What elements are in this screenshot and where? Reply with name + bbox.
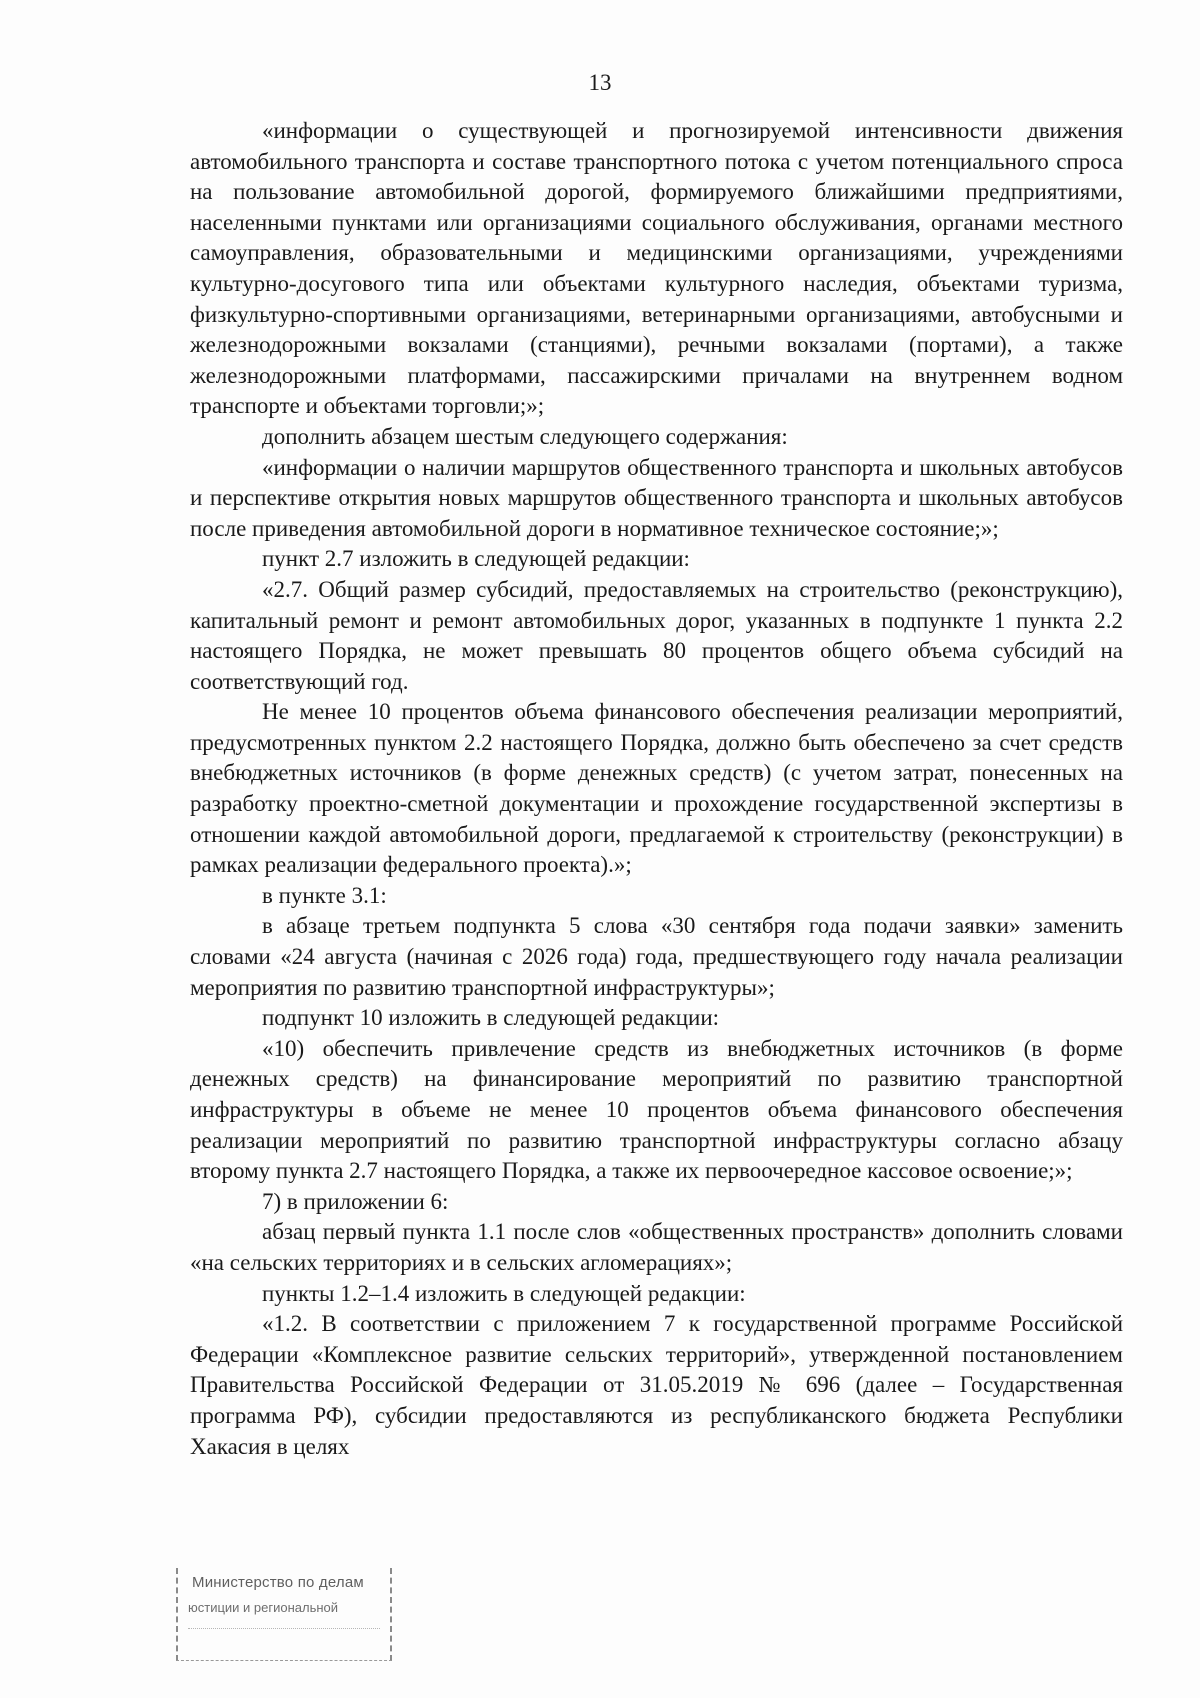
paragraph: подпункт 10 изложить в следующей редакции: [262,1005,720,1031]
paragraph: абзац первый пункта 1.1 после слов «общественных пространств» дополнить словами «на сельских территориях и в сельских агломерациях»; [190,1219,1123,1275]
registration-stamp [176,1568,392,1661]
paragraph: Не менее 10 процентов объема финансового обеспечения реализации мероприятий, предусмотренных пунктом 2.2 настоящего Порядка, должно быть обеспечено за счет средств внебюджетных источников (в форме денежных средств) (с учетом затрат, понесенных на разработку проектно-сметной документации и прохождение государственной экспертизы в отношении каждой автомобильной дороги, предлагаемой к строительству (реконструкции) в рамках реализации федерального проекта).»; [190,699,1123,878]
page-number: 13 [588,70,612,95]
paragraph: «информации о существующей и прогнозируемой интенсивности движения автомобильного транспорта и составе транспортного потока с учетом потенциального спроса на пользование автомобильной дорогой, формируемого ближайшими предприятиями, населенными пунктами или организациями социального обслуживания, органами местного самоуправления, образовательными и медицинскими организациями, учреждениями культурно-досугового типа или объектами культурного наследия, объектами туризма, физкультурно-спортивными организациями, ветеринарными организациями, автобусными и железнодорожными вокзалами (станциями), речными вокзалами (портами), а также железнодорожными платформами, пассажирскими причалами на внутреннем водном транспорте и объектами торговли;»; [190,118,1123,419]
paragraph: 7) в приложении 6: [262,1188,449,1214]
paragraph: пункты 1.2–1.4 изложить в следующей редакции: [262,1280,746,1306]
paragraph: в пункте 3.1: [262,882,387,908]
paragraph: «1.2. В соответствии с приложением 7 к государственной программе Российской Федерации «Комплексное развитие сельских территорий», утвержденной постановлением Правительства Российской Федерации от 31.05.2019 № 696 (далее – Государственная программа РФ), субсидии предоставляются из республиканского бюджета Республики Хакасия в целях [190,1311,1123,1459]
stamp-divider [188,1628,380,1629]
paragraph: в абзаце третьем подпункта 5 слова «30 сентября года подачи заявки» заменить словами «24 августа (начиная с 2026 года) года, предшествующего году начала реализации мероприятия по развитию транспортной инфраструктуры»; [190,913,1123,1000]
paragraph: «информации о наличии маршрутов общественного транспорта и школьных автобусов и перспективе открытия новых маршрутов общественного транспорта и школьных автобусов после приведения автомобильной дороги в нормативное техническое состояние;»; [190,454,1123,541]
paragraph: дополнить абзацем шестым следующего содержания: [262,423,788,449]
paragraph: пункт 2.7 изложить в следующей редакции: [262,546,690,572]
paragraph: «2.7. Общий размер субсидий, предоставляемых на строительство (реконструкцию), капитальный ремонт и ремонт автомобильных дорог, указанных в подпункте 1 пункта 2.2 настоящего Порядка, не может превышать 80 процентов общего объема субсидий на соответствующий год. [190,576,1123,694]
paragraph: «10) обеспечить привлечение средств из внебюджетных источников (в форме денежных средств) на финансирование мероприятий по развитию транспортной инфраструктуры в объеме не менее 10 процентов объема финансового обеспечения реализации мероприятий по развитию транспортной инфраструктуры согласно абзацу второму пункта 2.7 настоящего Порядка, а также их первоочередное кассовое освоение;»; [190,1035,1123,1184]
document-text [190,116,1123,1462]
stamp-line-2: юстиции и региональной [188,1600,339,1615]
stamp-line-1: Министерство по делам [192,1574,364,1591]
